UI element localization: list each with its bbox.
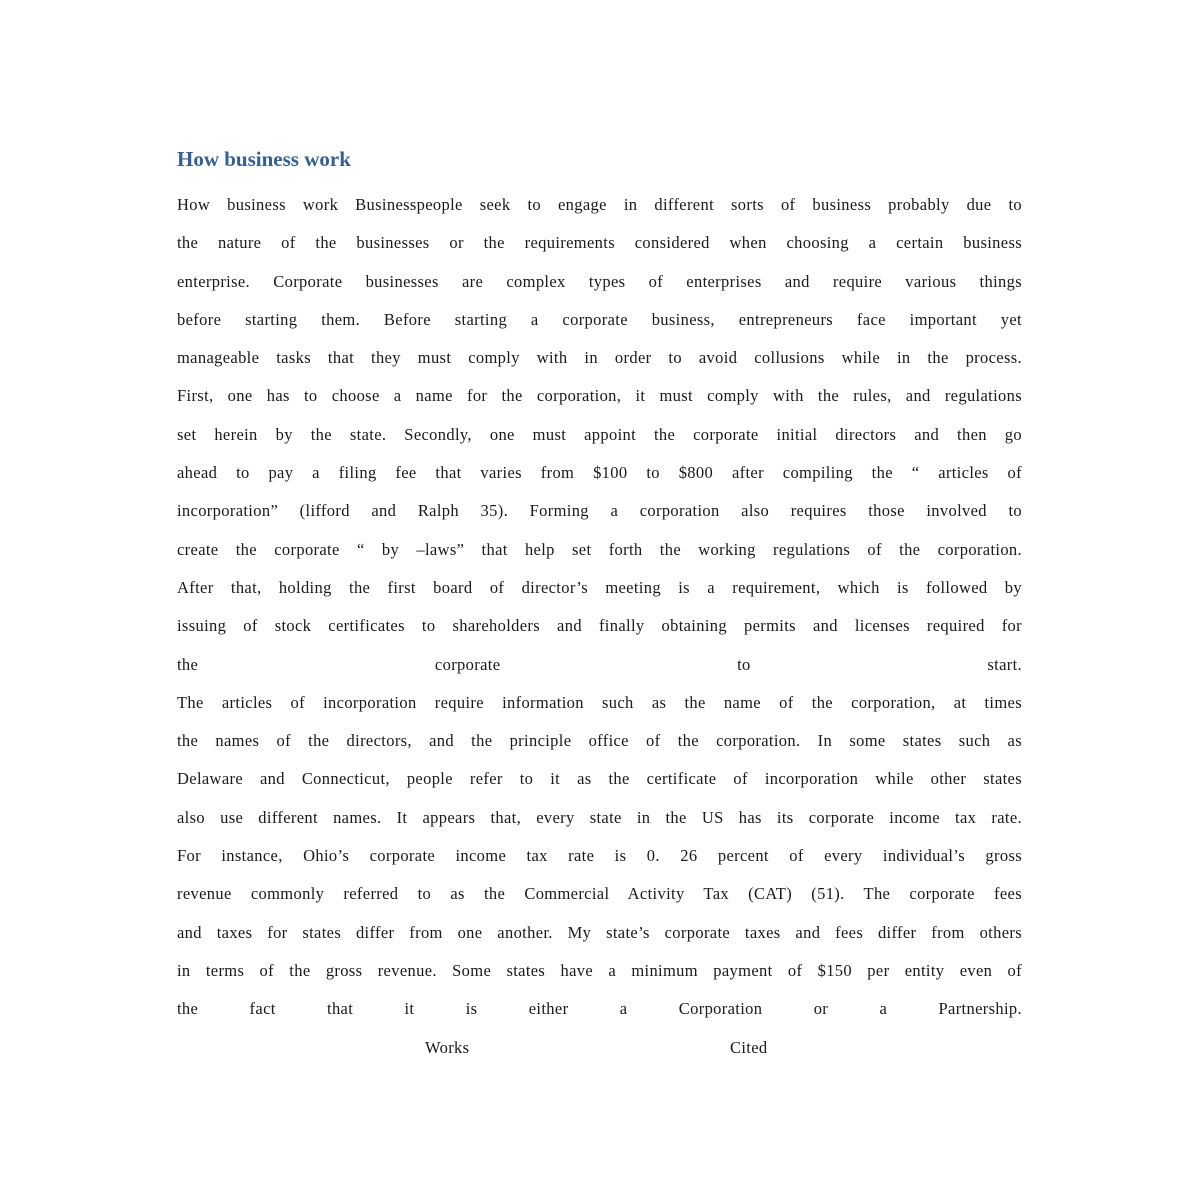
body-line: before starting them. Before starting a corporate business, entrepreneurs face important yet xyxy=(177,309,1022,329)
body-line: also use different names. It appears that, every state in the US has its corporate income tax rate. xyxy=(177,807,1022,827)
body-line: set herein by the state. Secondly, one must appoint the corporate initial directors and then go xyxy=(177,424,1022,444)
body-line: ahead to pay a filing fee that varies from $100 to $800 after compiling the “ articles of xyxy=(177,463,1022,483)
body-line: enterprise. Corporate businesses are complex types of enterprises and require various things xyxy=(177,271,1022,291)
body-line: First, one has to choose a name for the corporation, it must comply with the rules, and regulations xyxy=(177,386,1022,406)
body-line: incorporation” (lifford and Ralph 35). Forming a corporation also requires those involved to xyxy=(177,501,1022,521)
body-line: How business work Businesspeople seek to engage in different sorts of business probably due to xyxy=(177,195,1022,214)
works-cited-word-works: Works xyxy=(425,1037,470,1057)
body-line: After that, holding the first board of director’s meeting is a requirement, which is followed by xyxy=(177,577,1022,597)
document-page xyxy=(177,145,1022,1067)
body-line: in terms of the gross revenue. Some states have a minimum payment of $150 per entity even of xyxy=(177,960,1022,980)
body-line: issuing of stock certificates to shareholders and finally obtaining permits and licenses required for xyxy=(177,616,1022,636)
body-line: and taxes for states differ from one another. My state’s corporate taxes and fees differ from others xyxy=(177,922,1022,942)
document-heading: How business work xyxy=(177,147,351,171)
body-line: the corporate to start. xyxy=(177,654,1022,674)
body-line: create the corporate “ by –laws” that help set forth the working regulations of the corporation. xyxy=(177,539,1022,559)
body-line: For instance, Ohio’s corporate income tax rate is 0. 26 percent of every individual’s gross xyxy=(177,846,1022,866)
body-line: revenue commonly referred to as the Commercial Activity Tax (CAT) (51). The corporate fees xyxy=(177,884,1022,904)
body-line: Delaware and Connecticut, people refer to it as the certificate of incorporation while other states xyxy=(177,769,1022,789)
document-body xyxy=(177,186,1022,1067)
body-line: manageable tasks that they must comply with in order to avoid collusions while in the process. xyxy=(177,348,1022,368)
works-cited-word-cited: Cited xyxy=(730,1037,768,1057)
body-line: The articles of incorporation require information such as the name of the corporation, at times xyxy=(177,692,1022,712)
body-line: the fact that it is either a Corporation or a Partnership. xyxy=(177,999,1022,1019)
works-cited-heading xyxy=(177,1029,1022,1067)
body-line: the names of the directors, and the principle office of the corporation. In some states such as xyxy=(177,731,1022,751)
body-line: the nature of the businesses or the requirements considered when choosing a certain business xyxy=(177,233,1022,253)
